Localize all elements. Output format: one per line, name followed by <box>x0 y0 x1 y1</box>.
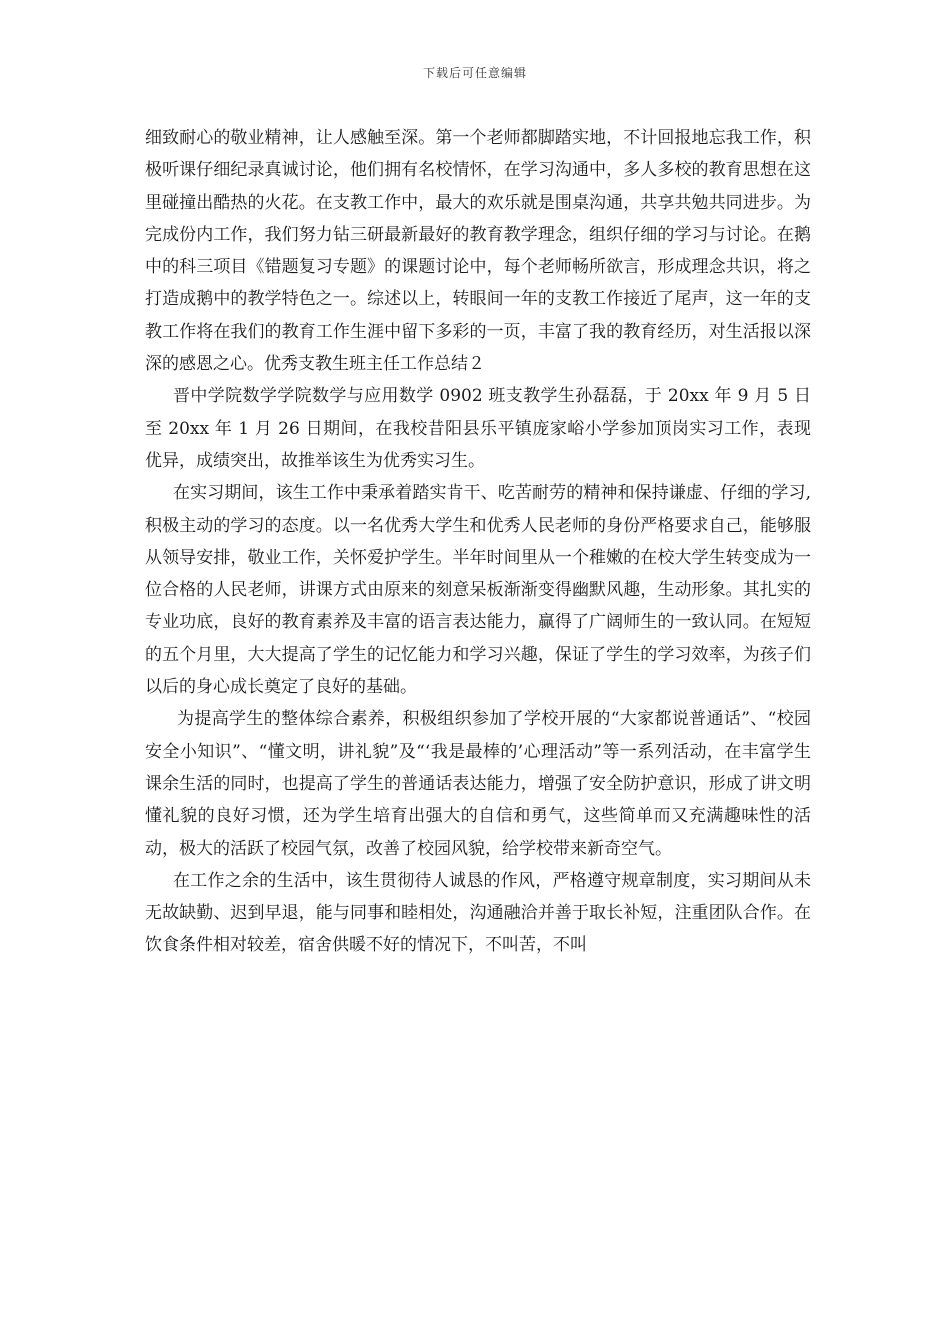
document-body <box>145 122 811 962</box>
paragraph-2: 晋中学院数学学院数学与应用数学 0902 班支教学生孙磊磊，于 20xx 年 9 月 5 日至 20xx 年 1 月 26 日期间，在我校昔阳县乐平镇庞家峪小学参加顶岗实习工作，表现优异，成绩突出，故推举该生为优秀实习生。 <box>145 386 811 471</box>
paragraph-5: 在工作之余的生活中，该生贯彻待人诚恳的作风，严格遵守规章制度，实习期间从未无故缺勤、迟到早退，能与同事和睦相处，沟通融洽并善于取长补短，注重团队合作。在饮食条件相对较差，宿舍供暖不好的情况下，不叫苦，不叫 <box>145 870 811 956</box>
paragraph-1: 细致耐心的敬业精神，让人感触至深。第一个老师都脚踏实地，不计回报地忘我工作，积极听课仔细纪录真诚讨论，他们拥有名校情怀，在学习沟通中，多人多校的教育思想在这里碰撞出酷热的火花。在支教工作中，最大的欢乐就是围桌沟通，共享共勉共同进步。为完成份内工作，我们努力钻三研最新最好的教育教学理念，组织仔细的学习与讨论。在鹅中的科三项目《错题复习专题》的课题讨论中，每个老师畅所欲言，形成理念共识，将之打造成鹅中的教学特色之一。综述以上，转眼间一年的支教工作接近了尾声，这一年的支教工作将在我们的教育工作生涯中留下多彩的一页，丰富了我的教育经历，对生活报以深深的感恩之心。优秀支教生班主任工作总结２ <box>145 128 811 375</box>
page-header: 下载后可任意编辑 <box>422 66 527 80</box>
paragraph-4: 为提高学生的整体综合素养，积极组织参加了学校开展的“大家都说普通话”、“校园安全小知识”、“懂文明，讲礼貌”及“‘我是最棒的’心理活动”等一系列活动，在丰富学生课余生活的同时，也提高了学生的普通话表达能力，增强了安全防护意识，形成了讲文明懂礼貌的良好习惯，还为学生培育出强大的自信和勇气，这些简单而又充满趣味性的活动，极大的活跃了校园气氛，改善了校园风貌，给学校带来新奇空气。 <box>145 709 811 859</box>
paragraph-3: 在实习期间，该生工作中秉承着踏实肯干、吃苦耐劳的精神和保持谦虚、仔细的学习,积极主动的学习的态度。以一名优秀大学生和优秀人民老师的身份严格要求自己，能够服从领导安排，敬业工作，关怀爱护学生。半年时间里从一个稚嫩的在校大学生转变成为一位合格的人民老师，讲课方式由原来的刻意呆板渐渐变得幽默风趣，生动形象。其扎实的专业功底，良好的教育素养及丰富的语言表达能力，赢得了广阔师生的一致认同。在短短的五个月里，大大提高了学生的记忆能力和学习兴趣，保证了学生的学习效率，为孩子们以后的身心成长奠定了良好的基础。 <box>145 483 811 698</box>
